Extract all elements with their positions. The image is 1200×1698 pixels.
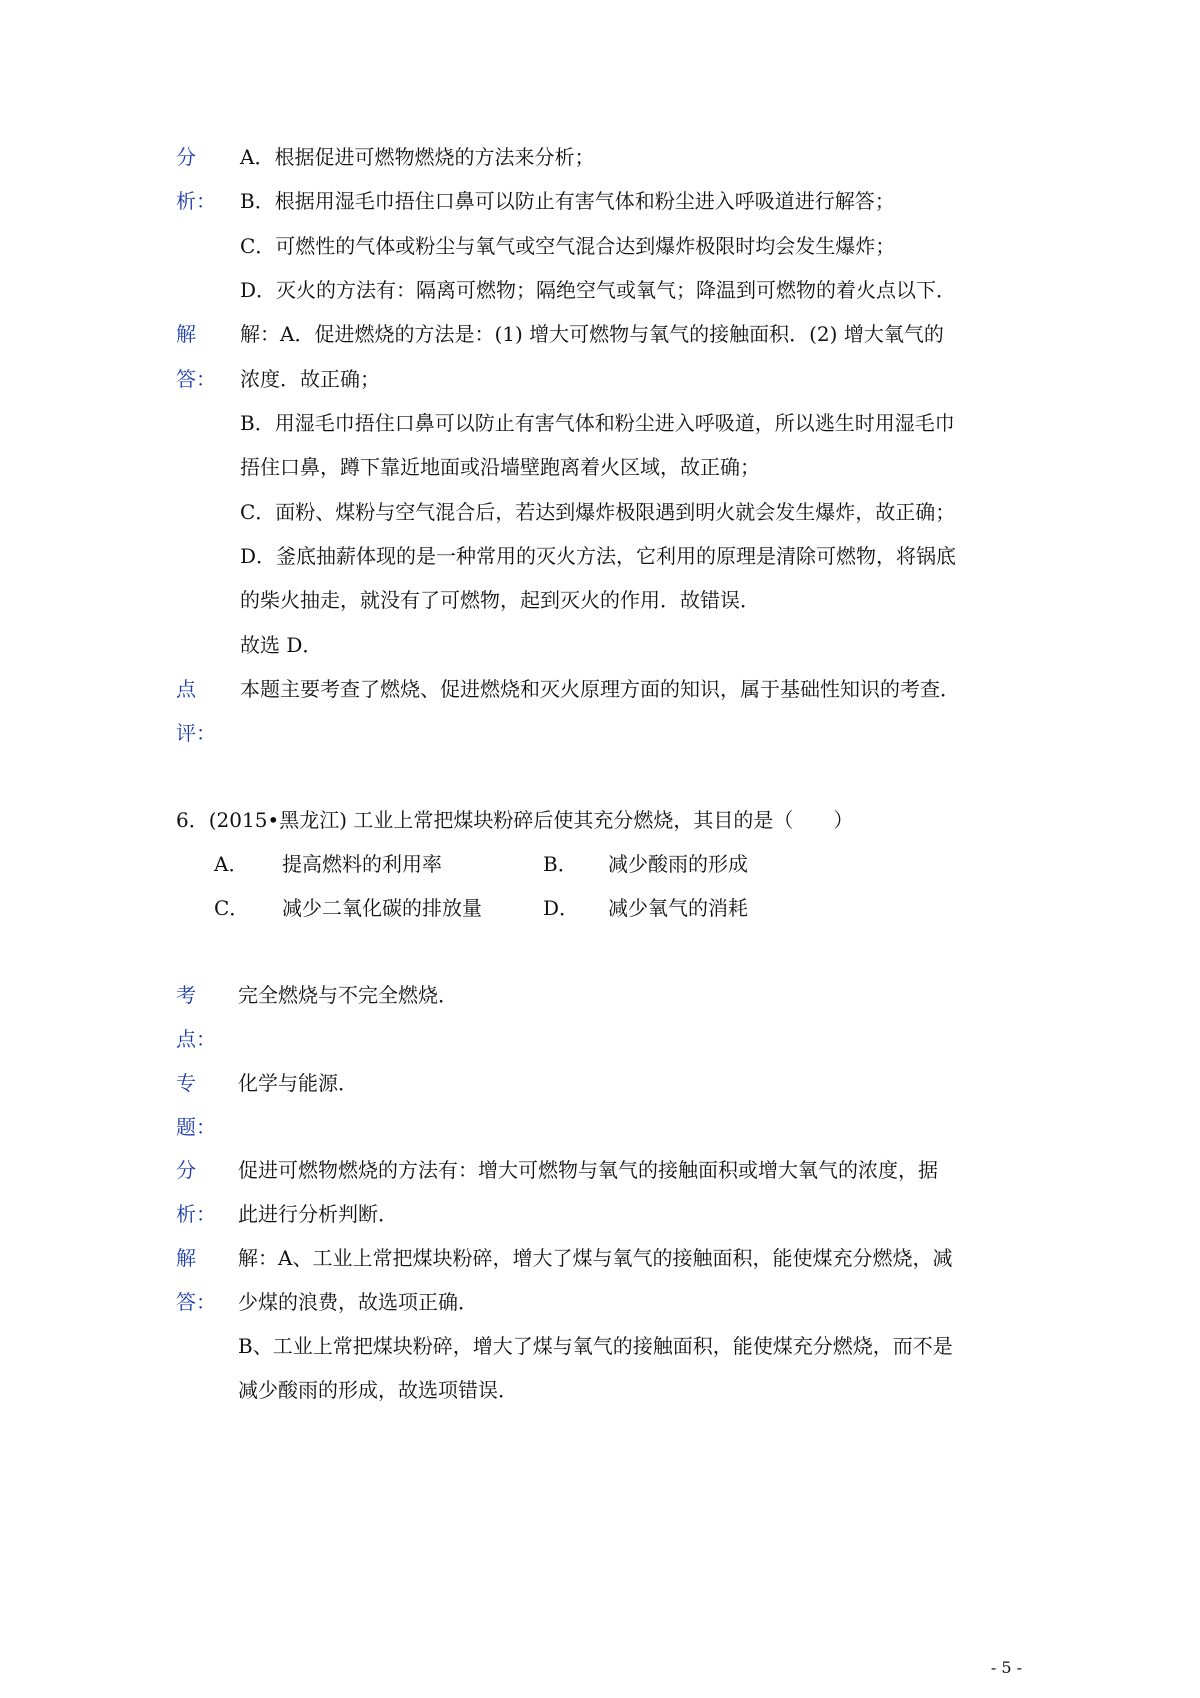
option-text-d: 减少氧气的消耗 bbox=[608, 896, 748, 920]
analysis2-line: 此进行分析判断． bbox=[238, 1202, 398, 1226]
label-answer-2: 答： bbox=[176, 367, 216, 391]
answer2-line: 解：A、工业上常把煤块粉碎，增大了煤与氧气的接触面积，能使煤充分燃烧，减 bbox=[238, 1246, 953, 1270]
label-zhuanti-1: 专 bbox=[176, 1071, 196, 1095]
option-letter-c: C． bbox=[214, 896, 250, 920]
label-answer-1: 解 bbox=[176, 322, 196, 346]
answer-line: B．用湿毛巾捂住口鼻可以防止有害气体和粉尘进入呼吸道，所以逃生时用湿毛巾 bbox=[240, 411, 955, 435]
label-analysis2-1: 分 bbox=[176, 1158, 196, 1182]
option-text-a: 提高燃料的利用率 bbox=[282, 852, 442, 876]
option-letter-a: A． bbox=[214, 852, 249, 876]
question-stem: 6．(2015•黑龙江) 工业上常把煤块粉碎后使其充分燃烧，其目的是（ ） bbox=[176, 808, 854, 832]
kaodian-line: 完全燃烧与不完全燃烧． bbox=[238, 983, 458, 1007]
analysis-line: D．灭火的方法有：隔离可燃物；隔绝空气或氧气；降温到可燃物的着火点以下． bbox=[240, 278, 957, 302]
label-comment-2: 评： bbox=[176, 721, 216, 745]
comment-line: 本题主要考查了燃烧、促进燃烧和灭火原理方面的知识，属于基础性知识的考查． bbox=[240, 677, 960, 701]
answer2-line: B、工业上常把煤块粉碎，增大了煤与氧气的接触面积，能使煤充分燃烧，而不是 bbox=[238, 1334, 953, 1358]
label-comment-1: 点 bbox=[176, 677, 196, 701]
analysis-line: A．根据促进可燃物燃烧的方法来分析； bbox=[240, 145, 595, 169]
label-answer2-2: 答： bbox=[176, 1290, 216, 1314]
answer-line: C．面粉、煤粉与空气混合后，若达到爆炸极限遇到明火就会发生爆炸，故正确； bbox=[240, 500, 956, 524]
analysis-line: C．可燃性的气体或粉尘与氧气或空气混合达到爆炸极限时均会发生爆炸； bbox=[240, 234, 896, 258]
label-analysis-2: 析： bbox=[176, 189, 216, 213]
option-text-c: 减少二氧化碳的排放量 bbox=[282, 896, 482, 920]
answer-line: 的柴火抽走，就没有了可燃物，起到灭火的作用．故错误． bbox=[240, 588, 760, 612]
answer-line: 解：A．促进燃烧的方法是：(1) 增大可燃物与氧气的接触面积．(2) 增大氧气的 bbox=[240, 322, 944, 346]
label-zhuanti-2: 题： bbox=[176, 1115, 216, 1139]
label-answer2-1: 解 bbox=[176, 1246, 196, 1270]
label-kaodian-2: 点： bbox=[176, 1027, 216, 1051]
zhuanti-line: 化学与能源． bbox=[238, 1071, 358, 1095]
analysis2-line: 促进可燃物燃烧的方法有：增大可燃物与氧气的接触面积或增大氧气的浓度，据 bbox=[238, 1158, 938, 1182]
answer2-line: 减少酸雨的形成，故选项错误． bbox=[238, 1378, 518, 1402]
option-letter-d: D． bbox=[543, 896, 580, 920]
answer-line: D．釜底抽薪体现的是一种常用的灭火方法，它利用的原理是清除可燃物，将锅底 bbox=[240, 544, 957, 568]
label-analysis-1: 分 bbox=[176, 145, 196, 169]
answer-line: 捂住口鼻，蹲下靠近地面或沿墙壁跑离着火区域，故正确； bbox=[240, 455, 760, 479]
answer-line: 故选 D． bbox=[240, 633, 323, 657]
option-text-b: 减少酸雨的形成 bbox=[608, 852, 748, 876]
option-letter-b: B． bbox=[543, 852, 578, 876]
label-kaodian-1: 考 bbox=[176, 983, 196, 1007]
analysis-line: B．根据用湿毛巾捂住口鼻可以防止有害气体和粉尘进入呼吸道进行解答； bbox=[240, 189, 895, 213]
answer-line: 浓度．故正确； bbox=[240, 367, 380, 391]
label-analysis2-2: 析： bbox=[176, 1202, 216, 1226]
page-number: - 5 - bbox=[990, 1658, 1022, 1677]
answer2-line: 少煤的浪费，故选项正确． bbox=[238, 1290, 478, 1314]
